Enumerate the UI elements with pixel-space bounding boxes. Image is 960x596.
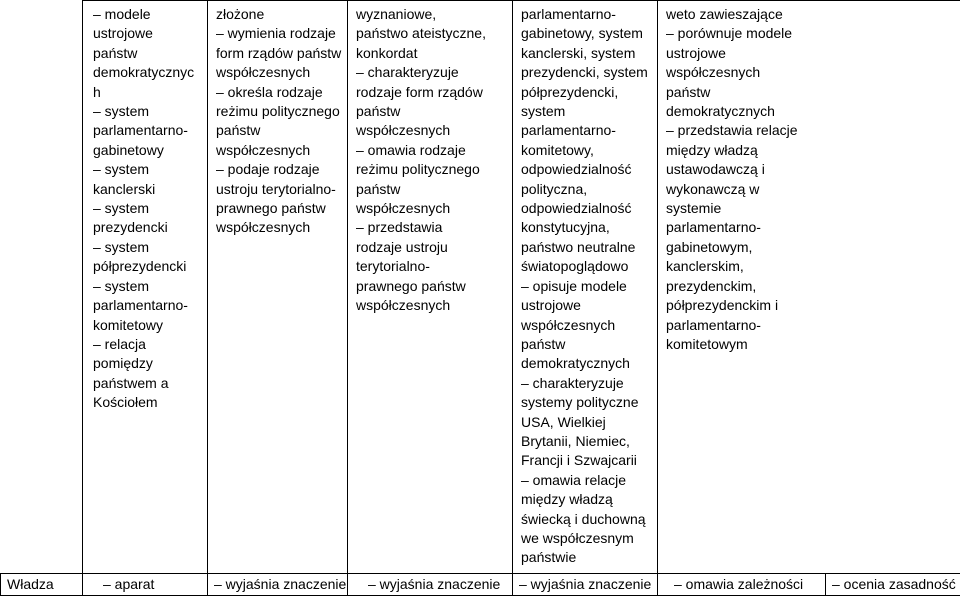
text-line: złożone [216, 5, 341, 24]
empty-header-cell [1, 1, 83, 574]
text-line: parlamentarno- [666, 316, 954, 335]
text-line: – omawia rodzaje [356, 141, 506, 160]
text-line: pomiędzy [93, 354, 201, 373]
text-line: – modele [93, 5, 201, 24]
level-cell-1 [83, 1, 208, 574]
text-line: – system [93, 277, 201, 296]
text-line: parlamentarno- [666, 218, 954, 237]
level-cell-3 [348, 1, 513, 574]
text-line: ustrojowe [521, 296, 651, 315]
text-line: państwo neutralne [521, 238, 651, 257]
text-line: – podaje rodzaje [216, 160, 341, 179]
footer-cell-5: – omawia zależności [658, 574, 826, 596]
text-line: współczesnych [216, 218, 341, 237]
text-line: między władzą [521, 490, 651, 509]
text-line: parlamentarno- [93, 296, 201, 315]
text-line: prawnego państw [216, 199, 341, 218]
footer-cell-3: – wyjaśnia znaczenie [348, 574, 513, 596]
text-line: państwem a [93, 374, 201, 393]
content-row [1, 1, 960, 574]
text-line: form rządów państw [216, 44, 341, 63]
text-line: komitetowy [93, 316, 201, 335]
text-line: weto zawieszające [666, 5, 954, 24]
text-line: konstytucyjna, [521, 218, 651, 237]
text-line: państw [216, 121, 341, 140]
text-line: – wymienia rodzaje [216, 24, 341, 43]
text-line: współczesnych [356, 121, 506, 140]
text-line: gabinetowy [93, 141, 201, 160]
text-line: demokratycznych [666, 102, 954, 121]
text-line: odpowiedzialność [521, 199, 651, 218]
text-line: świecką i duchowną [521, 510, 651, 529]
text-line: kanclerskim, [666, 257, 954, 276]
text-line: kanclerski [93, 180, 201, 199]
text-line: państw [93, 44, 201, 63]
text-line: – system [93, 160, 201, 179]
text-line: – relacja [93, 335, 201, 354]
text-line: polityczna, [521, 180, 651, 199]
text-line: gabinetowym, [666, 238, 954, 257]
text-line: systemie [666, 199, 954, 218]
text-line: reżimu politycznego [216, 102, 341, 121]
text-line: prezydencki, system [521, 63, 651, 82]
text-line: – omawia relacje [521, 471, 651, 490]
section-title: Władza [1, 574, 83, 596]
text-line: we współczesnym [521, 529, 651, 548]
text-line: państw [521, 335, 651, 354]
text-line: prezydenckim, [666, 277, 954, 296]
text-line: między władzą [666, 141, 954, 160]
text-line: ustrojowe [666, 44, 954, 63]
text-line: systemy polityczne [521, 393, 651, 412]
text-line: prezydencki [93, 218, 201, 237]
text-line: ustawodawczą i [666, 160, 954, 179]
text-line: parlamentarno- [93, 121, 201, 140]
text-line: – system [93, 199, 201, 218]
text-line: współczesnych [521, 316, 651, 335]
text-line: – przedstawia relacje [666, 121, 954, 140]
text-line: – charakteryzuje [521, 374, 651, 393]
text-line: współczesnych [356, 199, 506, 218]
text-line: kanclerski, system [521, 44, 651, 63]
text-line: ustrojowe [93, 24, 201, 43]
text-line: państwie [521, 548, 651, 567]
text-line: Francji i Szwajcarii [521, 451, 651, 470]
text-line: – porównuje modele [666, 24, 954, 43]
text-line: światopoglądowo [521, 257, 651, 276]
text-line: rodzaje form rządów [356, 83, 506, 102]
text-line: konkordat [356, 44, 506, 63]
text-line: demokratycznyc [93, 63, 201, 82]
text-line: – charakteryzuje [356, 63, 506, 82]
level-cell-5 [658, 1, 960, 574]
text-line: reżimu politycznego [356, 160, 506, 179]
text-line: prawnego państw [356, 277, 506, 296]
text-line: półprezydencki, [521, 83, 651, 102]
text-line: wyznaniowe, [356, 5, 506, 24]
text-line: terytorialno- [356, 257, 506, 276]
level-cell-2 [208, 1, 348, 574]
text-line: wykonawczą w [666, 180, 954, 199]
text-line: państw [356, 180, 506, 199]
text-line: komitetowy, [521, 141, 651, 160]
text-line: – przedstawia [356, 218, 506, 237]
text-line: ustroju terytorialno- [216, 180, 341, 199]
text-line: Brytanii, Niemiec, [521, 432, 651, 451]
text-line: gabinetowy, system [521, 24, 651, 43]
text-line: państwo ateistyczne, [356, 24, 506, 43]
footer-cell-4: – wyjaśnia znaczenie [513, 574, 658, 596]
text-line: współczesnych [666, 63, 954, 82]
text-line: USA, Wielkiej [521, 413, 651, 432]
text-line: państw [666, 83, 954, 102]
footer-cell-2: – wyjaśnia znaczenie [208, 574, 348, 596]
text-line: półprezydencki [93, 257, 201, 276]
text-line: parlamentarno- [521, 121, 651, 140]
text-line: demokratycznych [521, 354, 651, 373]
text-line: system [521, 102, 651, 121]
text-line: – opisuje modele [521, 277, 651, 296]
text-line: współczesnych [216, 63, 341, 82]
text-line: – system [93, 238, 201, 257]
footer-cell-6: – ocenia zasadność [826, 574, 960, 596]
text-line: półprezydenckim i [666, 296, 954, 315]
text-line: odpowiedzialność [521, 160, 651, 179]
level-cell-4 [513, 1, 658, 574]
text-line: współczesnych [356, 296, 506, 315]
text-line: państw [356, 102, 506, 121]
text-line: – określa rodzaje [216, 83, 341, 102]
text-line: parlamentarno- [521, 5, 651, 24]
footer-cell-1: – aparat [83, 574, 208, 596]
text-line: współczesnych [216, 141, 341, 160]
text-line: Kościołem [93, 393, 201, 412]
text-line: h [93, 83, 201, 102]
text-line: rodzaje ustroju [356, 238, 506, 257]
text-line: – system [93, 102, 201, 121]
footer-row [1, 574, 960, 596]
text-line: komitetowym [666, 335, 954, 354]
